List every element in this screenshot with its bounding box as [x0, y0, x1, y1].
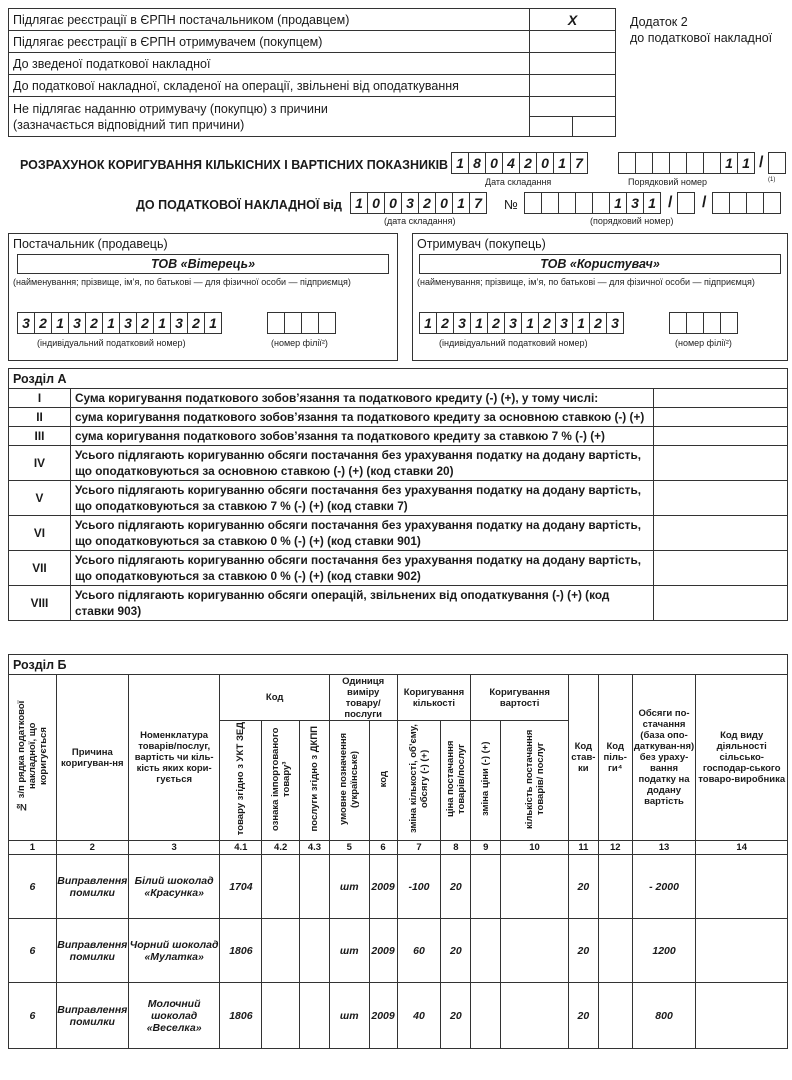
digit-box: 2	[436, 312, 454, 334]
digit-box: 0	[435, 192, 453, 214]
invoice-num-caption: (порядковий номер)	[590, 216, 674, 226]
appendix-line: до податкової накладної	[630, 31, 773, 45]
buyer-branch-boxes[interactable]	[669, 312, 738, 334]
seller-title: Постачальник (продавець)	[13, 237, 168, 251]
row-value-cell[interactable]	[654, 551, 788, 586]
col-number-row	[9, 841, 788, 855]
footnote-mark: (1)	[768, 177, 776, 183]
section-a-row	[9, 551, 788, 586]
row-number: IV	[9, 446, 71, 481]
digit-box: 1	[470, 312, 488, 334]
digit-box: 3	[68, 312, 86, 334]
row-value-cell[interactable]	[654, 481, 788, 516]
cell-activity-code[interactable]	[696, 919, 788, 983]
digit-box: 1	[102, 312, 120, 334]
reason-type-cell[interactable]	[530, 117, 573, 137]
buyer-title: Отримувач (покупець)	[417, 237, 546, 251]
row-text: Усього підлягають коригуванню обсяги постачання без урахування податку на додану вартість, що оподатковуються за основною ставкою (-) (+) (код ставки 20)	[70, 446, 653, 481]
row-number: VI	[9, 516, 71, 551]
digit-box: 3	[119, 312, 137, 334]
digit-box: 3	[170, 312, 188, 334]
col-header: Причина коригуван-ня	[56, 675, 128, 841]
status-checkbox[interactable]	[530, 53, 616, 75]
cell-price-change[interactable]	[471, 855, 501, 919]
digit-box: 0	[485, 152, 503, 174]
row-value-cell[interactable]	[654, 446, 788, 481]
status-row	[9, 53, 616, 75]
slash-separator: /	[702, 194, 707, 211]
col-header: товару згідно з УКТ ЗЕД	[235, 722, 247, 836]
digit-box	[669, 152, 687, 174]
row-number: VIII	[9, 586, 71, 621]
section-a-row	[9, 586, 788, 621]
cell-amount[interactable]: 1200	[632, 919, 696, 983]
seller-name-caption: (найменування; прізвище, ім’я, по батькові — для фізичної особи — підприємця)	[13, 277, 351, 287]
digit-box: 3	[453, 312, 471, 334]
col-number: 6	[369, 841, 397, 855]
digit-box	[652, 152, 670, 174]
cell-activity-code[interactable]	[696, 855, 788, 919]
digit-box: 7	[469, 192, 487, 214]
digit-box: 7	[570, 152, 588, 174]
digit-box	[541, 192, 559, 214]
section-b-title: Розділ Б	[9, 655, 788, 675]
col-header-group: Код	[220, 675, 329, 721]
status-label: До зведеної податкової накладної	[9, 53, 530, 75]
col-header-group: Одиниця виміру товару/ послуги	[329, 675, 397, 721]
digit-box: 2	[187, 312, 205, 334]
col-header: Номенклатура товарів/послуг, вартість чи кіль-кість яких кори-гується	[128, 675, 220, 841]
seller-block	[8, 233, 398, 361]
row-text: Усього підлягають коригуванню обсяги операцій, звільнених від оподаткування (-) (+) (код ставки 903)	[70, 586, 653, 621]
status-checkbox[interactable]	[530, 75, 616, 97]
cell-price[interactable]: 20	[441, 983, 471, 1049]
cell-reason[interactable]: Виправлення помилки	[56, 983, 128, 1049]
invoice-branch-box[interactable]	[677, 192, 695, 214]
cell-unit-code[interactable]: 2009	[369, 983, 397, 1049]
digit-box: 3	[401, 192, 419, 214]
appendix-line: Додаток 2	[630, 15, 688, 29]
digit-box: 1	[419, 312, 437, 334]
col-header: Код став-ки	[568, 675, 598, 841]
invoice-suffix-boxes[interactable]	[712, 192, 781, 214]
digit-box: 1	[521, 312, 539, 334]
col-header-group: Коригування вартості	[471, 675, 569, 721]
digit-box: 1	[204, 312, 222, 334]
col-header: Обсяги по-стачання (база опо-даткуван-ня) без ураху-вання податку на додану вартість	[632, 675, 696, 841]
digit-box	[635, 152, 653, 174]
seller-name[interactable]: ТОВ «Вітерець»	[17, 254, 389, 274]
col-header: ціна постачання товарів/послуг	[444, 740, 467, 818]
digit-box: 2	[85, 312, 103, 334]
digit-box: 1	[451, 152, 469, 174]
buyer-ipn-boxes[interactable]	[419, 312, 624, 334]
col-number: 8	[441, 841, 471, 855]
calc-date-boxes[interactable]	[451, 152, 588, 174]
col-number: 5	[329, 841, 369, 855]
cell-activity-code[interactable]	[696, 983, 788, 1049]
col-number: 4.2	[262, 841, 300, 855]
col-number: 12	[598, 841, 632, 855]
col-header: Код виду діяльності сільсько-господар-ського товаро-виробника	[696, 675, 788, 841]
digit-box: 1	[153, 312, 171, 334]
cell-rate-code[interactable]: 20	[568, 919, 598, 983]
col-number: 13	[632, 841, 696, 855]
col-number: 14	[696, 841, 788, 855]
cell-goods[interactable]: Білий шоколад «Красунка»	[128, 855, 220, 919]
cell-rate-code[interactable]: 20	[568, 855, 598, 919]
seller-ipn-boxes[interactable]	[17, 312, 222, 334]
cell-dkpp[interactable]	[300, 919, 330, 983]
col-number: 2	[56, 841, 128, 855]
status-checkbox[interactable]: X	[530, 9, 616, 31]
cell-uktzed[interactable]: 1806	[220, 983, 262, 1049]
cell-amount[interactable]: - 2000	[632, 855, 696, 919]
invoice-num-boxes[interactable]	[524, 192, 661, 214]
section-a-table	[8, 368, 788, 621]
row-value-cell[interactable]	[654, 408, 788, 427]
col-header: код	[377, 770, 389, 788]
cell-supply-qty[interactable]	[501, 855, 569, 919]
cell-qty-change[interactable]: 40	[397, 983, 441, 1049]
cell-uktzed[interactable]: 1806	[220, 919, 262, 983]
cell-uktzed[interactable]: 1704	[220, 855, 262, 919]
digit-box: 1	[643, 192, 661, 214]
status-label: Підлягає реєстрації в ЄРПН постачальником (продавцем)	[9, 9, 530, 31]
registration-status-table	[8, 8, 616, 137]
col-number: 3	[128, 841, 220, 855]
col-header-group: Коригування кількості	[397, 675, 471, 721]
cell-reason[interactable]: Виправлення помилки	[56, 919, 128, 983]
cell-import-flag[interactable]	[262, 919, 300, 983]
col-number: 9	[471, 841, 501, 855]
digit-box	[558, 192, 576, 214]
digit-box: 1	[720, 152, 738, 174]
col-number: 4.3	[300, 841, 330, 855]
section-a-row	[9, 408, 788, 427]
cell-import-flag[interactable]	[262, 855, 300, 919]
cell-benefit-code[interactable]	[598, 983, 632, 1049]
row-text: Усього підлягають коригуванню обсяги постачання без урахування податку на додану вартість, що оподатковуються за ставкою 0 % (-) (+) (код ставки 901)	[70, 516, 653, 551]
row-number: V	[9, 481, 71, 516]
buyer-name[interactable]: ТОВ «Користувач»	[419, 254, 781, 274]
digit-box: 3	[606, 312, 624, 334]
section-a-row	[9, 427, 788, 446]
row-text: сума коригування податкового зобов’язання та податкового кредиту за основною ставкою (-) (+)	[70, 408, 653, 427]
row-text: Усього підлягають коригуванню обсяги постачання без урахування податку на додану вартість, що оподатковуються за ставкою 7 % (-) (+) (код ставки 7)	[70, 481, 653, 516]
digit-box	[592, 192, 610, 214]
seller-branch-caption: (номер філії²)	[271, 338, 328, 348]
col-header: кількість постачання товарів/ послуг	[523, 729, 546, 829]
digit-box: 0	[536, 152, 554, 174]
col-number: 7	[397, 841, 441, 855]
digit-box: 8	[468, 152, 486, 174]
cell-price[interactable]: 20	[441, 855, 471, 919]
row-value-cell[interactable]	[654, 389, 788, 408]
seq-caption: Порядковий номер	[628, 177, 708, 187]
cell-goods[interactable]: Чорний шоколад «Мулатка»	[128, 919, 220, 983]
calc-title: РОЗРАХУНОК КОРИГУВАННЯ КІЛЬКІСНИХ І ВАРТІСНИХ ПОКАЗНИКІВ	[20, 158, 449, 172]
digit-box	[686, 152, 704, 174]
row-number: VII	[9, 551, 71, 586]
digit-box: 2	[418, 192, 436, 214]
section-a-row	[9, 389, 788, 408]
status-row	[9, 31, 616, 53]
digit-box: 1	[553, 152, 571, 174]
cell-benefit-code[interactable]	[598, 855, 632, 919]
digit-box	[524, 192, 542, 214]
row-number: II	[9, 408, 71, 427]
col-number: 4.1	[220, 841, 262, 855]
status-label: Підлягає реєстрації в ЄРПН отримувачем (покупцем)	[9, 31, 530, 53]
calc-seq-suffix-box[interactable]	[768, 152, 786, 174]
digit-box: 2	[589, 312, 607, 334]
cell-price[interactable]: 20	[441, 919, 471, 983]
cell-dkpp[interactable]	[300, 855, 330, 919]
cell-unit[interactable]: шт	[329, 919, 369, 983]
row-value-cell[interactable]	[654, 586, 788, 621]
buyer-name-caption: (найменування; прізвище, ім’я, по батькові — для фізичної особи — підприємця)	[417, 277, 755, 287]
cell-unit-code[interactable]: 2009	[369, 919, 397, 983]
col-number: 1	[9, 841, 57, 855]
reason-cell[interactable]	[530, 97, 616, 117]
invoice-date-boxes[interactable]	[350, 192, 487, 214]
seller-ipn-caption: (індивідуальний податковий номер)	[37, 338, 186, 348]
cell-price-change[interactable]	[471, 919, 501, 983]
cell-supply-qty[interactable]	[501, 919, 569, 983]
digit-box: 1	[452, 192, 470, 214]
digit-box	[575, 192, 593, 214]
invoice-date-caption: (дата складання)	[384, 216, 456, 226]
row-value-cell[interactable]	[654, 427, 788, 446]
cell-unit[interactable]: шт	[329, 855, 369, 919]
number-sign: №	[504, 197, 518, 212]
section-a-row	[9, 516, 788, 551]
cell-unit-code[interactable]: 2009	[369, 855, 397, 919]
digit-box: 1	[609, 192, 627, 214]
row-text: Усього підлягають коригуванню обсяги постачання без урахування податку на додану вартість, що оподатковуються за ставкою 0 % (-) (+) (код ставки 902)	[70, 551, 653, 586]
digit-box: 0	[384, 192, 402, 214]
cell-qty-change[interactable]: -100	[397, 855, 441, 919]
status-row	[9, 75, 616, 97]
row-number: I	[9, 389, 71, 408]
table-row	[9, 919, 788, 983]
col-header: зміна кількості, об’єму, обсягу (-) (+)	[407, 724, 430, 834]
cell-rate-code[interactable]: 20	[568, 983, 598, 1049]
row-text: сума коригування податкового зобов’язання та податкового кредиту за ставкою 7 % (-) (+)	[70, 427, 653, 446]
digit-box: 4	[502, 152, 520, 174]
status-checkbox[interactable]	[530, 31, 616, 53]
cell-line-number[interactable]: 6	[9, 919, 57, 983]
cell-price-change[interactable]	[471, 983, 501, 1049]
section-b-table	[8, 654, 788, 1049]
buyer-branch-caption: (номер філії²)	[675, 338, 732, 348]
digit-box	[618, 152, 636, 174]
date-caption: Дата складання	[485, 177, 552, 187]
cell-supply-qty[interactable]	[501, 983, 569, 1049]
row-value-cell[interactable]	[654, 516, 788, 551]
digit-box: 0	[367, 192, 385, 214]
col-number: 11	[568, 841, 598, 855]
digit-box: 2	[34, 312, 52, 334]
cell-unit[interactable]: шт	[329, 983, 369, 1049]
col-header: Код піль-ги⁴	[598, 675, 632, 841]
row-number: III	[9, 427, 71, 446]
cell-import-flag[interactable]	[262, 983, 300, 1049]
calc-seq-boxes[interactable]	[618, 152, 755, 174]
digit-box: 2	[136, 312, 154, 334]
cell-qty-change[interactable]: 60	[397, 919, 441, 983]
table-row	[9, 983, 788, 1049]
not-provided-note: (зазначається відповідний тип причини)	[13, 117, 245, 132]
status-row	[9, 97, 616, 117]
cell-amount[interactable]: 800	[632, 983, 696, 1049]
col-header: умовне позначення (українське)	[338, 732, 361, 826]
digit-box: 1	[51, 312, 69, 334]
digit-box: 3	[555, 312, 573, 334]
not-provided-label: Не підлягає наданню отримувачу (покупцю) з причини	[13, 101, 328, 116]
digit-box: 1	[350, 192, 368, 214]
col-number: 10	[501, 841, 569, 855]
appendix-note	[630, 14, 772, 46]
section-a-title: Розділ А	[9, 369, 788, 389]
section-a-row	[9, 481, 788, 516]
digit-box	[703, 152, 721, 174]
cell-dkpp[interactable]	[300, 983, 330, 1049]
section-a-row	[9, 446, 788, 481]
seller-branch-boxes[interactable]	[267, 312, 336, 334]
col-header: № з/п рядка податкової накладної, що коригується	[15, 700, 49, 812]
slash-separator: /	[759, 154, 764, 171]
reason-type-cell[interactable]	[573, 117, 616, 137]
cell-reason[interactable]: Виправлення помилки	[56, 855, 128, 919]
status-row	[9, 9, 616, 31]
digit-box: 3	[17, 312, 35, 334]
buyer-block	[412, 233, 788, 361]
col-header: послуги згідно з ДКПП	[308, 726, 320, 832]
digit-box: 1	[572, 312, 590, 334]
cell-goods[interactable]: Молочний шоколад «Веселка»	[128, 983, 220, 1049]
cell-line-number[interactable]: 6	[9, 983, 57, 1049]
cell-benefit-code[interactable]	[598, 919, 632, 983]
col-header: зміна ціни (-) (+)	[480, 741, 492, 817]
row-text: Сума коригування податкового зобов’язання та податкового кредиту (-) (+), у тому числі:	[70, 389, 653, 408]
buyer-ipn-caption: (індивідуальний податковий номер)	[439, 338, 588, 348]
invoice-title: ДО ПОДАТКОВОЇ НАКЛАДНОЇ від	[136, 198, 342, 212]
digit-box: 2	[487, 312, 505, 334]
digit-box: 3	[504, 312, 522, 334]
digit-box: 2	[538, 312, 556, 334]
digit-box: 1	[737, 152, 755, 174]
digit-box: 3	[626, 192, 644, 214]
status-label: До податкової накладної, складеної на операції, звільнені від оподаткування	[9, 75, 530, 97]
slash-separator: /	[668, 194, 673, 211]
table-row	[9, 855, 788, 919]
digit-box: 2	[519, 152, 537, 174]
cell-line-number[interactable]: 6	[9, 855, 57, 919]
col-header: ознака імпортованого товару³	[269, 727, 292, 831]
